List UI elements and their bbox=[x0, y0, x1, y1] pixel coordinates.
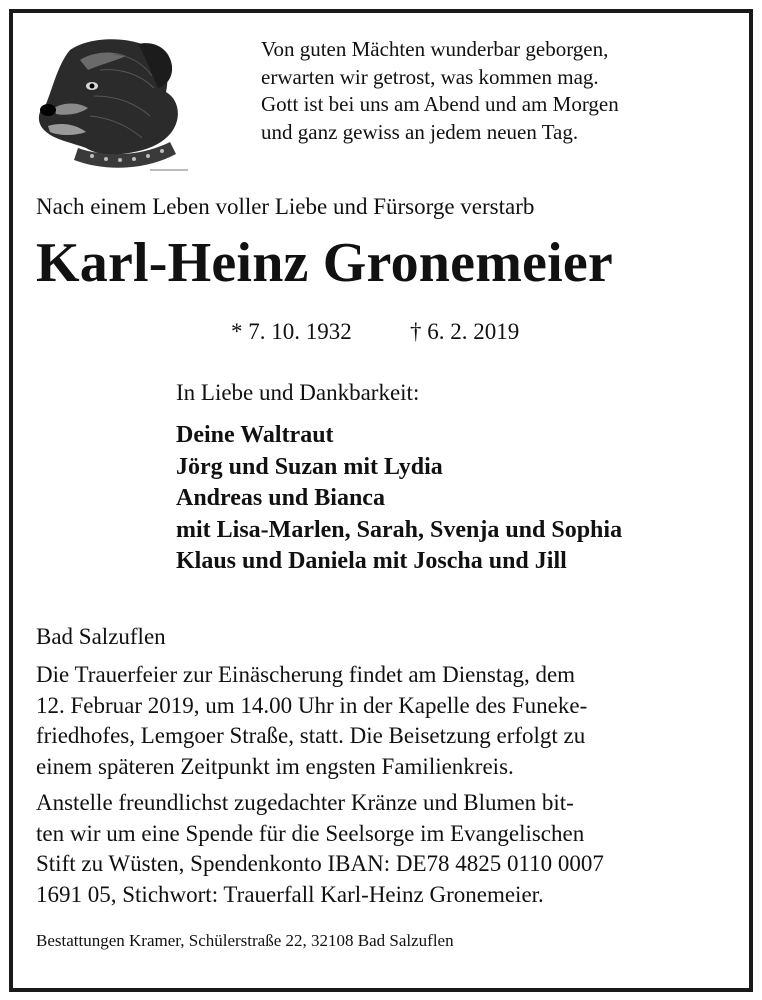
birth-date: * 7. 10. 1932 bbox=[231, 319, 352, 344]
family-line: Klaus und Daniela mit Joscha und Jill bbox=[176, 548, 567, 574]
funeral-paragraph bbox=[36, 660, 736, 782]
family-line: mit Lisa-Marlen, Sarah, Svenja und Sophia bbox=[176, 516, 623, 543]
poem-line: und ganz gewiss an jedem neuen Tag. bbox=[261, 119, 579, 144]
funeral-home-footer: Bestattungen Kramer, Schülerstraße 22, 32108 Bad Salzuflen bbox=[36, 931, 454, 950]
donation-paragraph bbox=[36, 788, 736, 910]
paragraph-line: Stift zu Wüsten, Spendenkonto IBAN: DE78 4825 0110 0007 bbox=[36, 851, 604, 876]
paragraph-line: Anstelle freundlichst zugedachter Kränze und Blumen bit- bbox=[36, 790, 574, 815]
family-line: Andreas und Bianca bbox=[176, 485, 385, 511]
paragraph-line: 12. Februar 2019, um 14.00 Uhr in der Kapelle des Funeke- bbox=[36, 692, 588, 718]
family-line: Deine Waltraut bbox=[176, 422, 334, 448]
dog-portrait-icon bbox=[30, 30, 190, 175]
paragraph-line: ten wir um eine Spende für die Seelsorge im Evangelischen bbox=[36, 820, 585, 846]
intro-text: Nach einem Leben voller Liebe und Fürsorge verstarb bbox=[36, 194, 535, 219]
deceased-name: Karl-Heinz Gronemeier bbox=[36, 232, 613, 294]
paragraph-line: friedhofes, Lemgoer Straße, statt. Die Beisetzung erfolgt zu bbox=[36, 723, 586, 748]
death-date: † 6. 2. 2019 bbox=[410, 319, 520, 344]
family-list bbox=[176, 420, 622, 578]
place-name: Bad Salzuflen bbox=[36, 624, 166, 649]
family-line: Jörg und Suzan mit Lydia bbox=[176, 453, 443, 480]
paragraph-line: einem späteren Zeitpunkt im engsten Familienkreis. bbox=[36, 753, 514, 779]
paragraph-line: 1691 05, Stichwort: Trauerfall Karl-Heinz Gronemeier. bbox=[36, 881, 544, 907]
paragraph-line: Die Trauerfeier zur Einäscherung findet am Dienstag, dem bbox=[36, 662, 576, 687]
poem-line: Von guten Mächten wunderbar geborgen, bbox=[261, 37, 609, 61]
poem-line: Gott ist bei uns am Abend und am Morgen bbox=[261, 92, 619, 116]
poem-line: erwarten wir getrost, was kommen mag. bbox=[261, 64, 599, 89]
thanks-heading: In Liebe und Dankbarkeit: bbox=[176, 380, 420, 405]
poem bbox=[261, 36, 731, 146]
